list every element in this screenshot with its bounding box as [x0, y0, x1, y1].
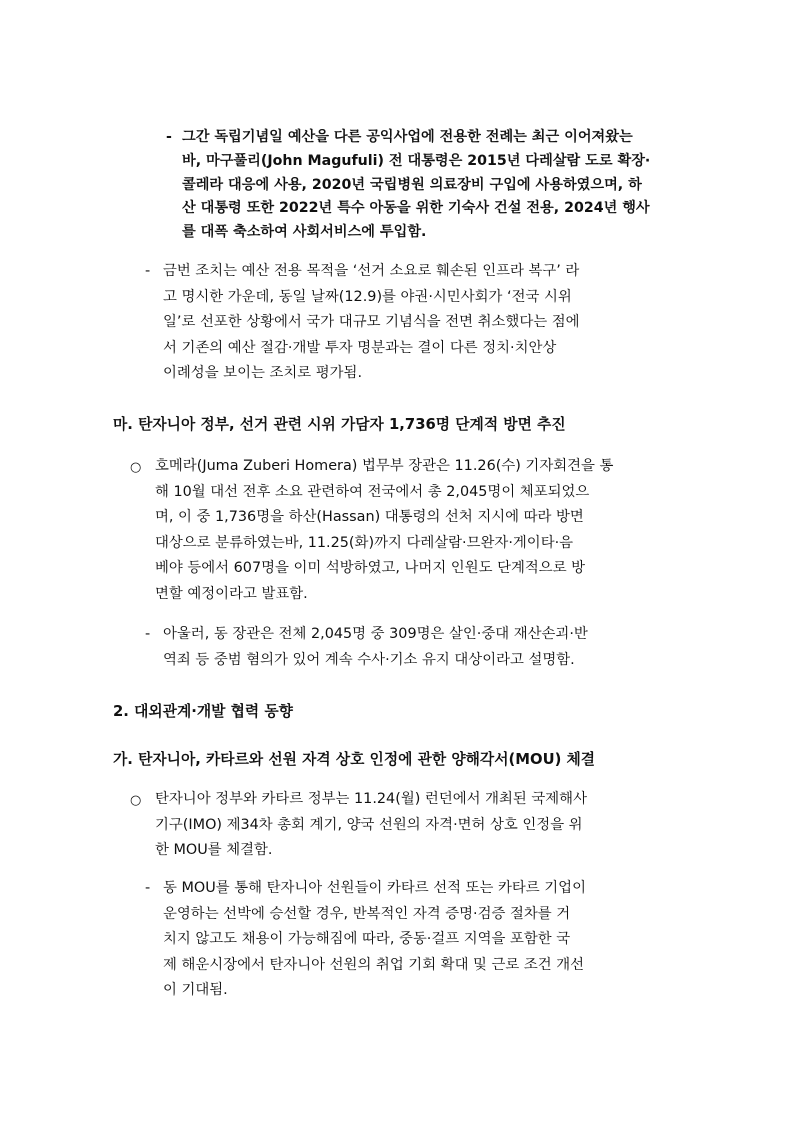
text-line: 서 기존의 예산 절감·개발 투자 명분과는 결이 다른 정치·치안상 [163, 339, 557, 356]
mou-signing-paragraph [130, 787, 690, 864]
budget-evaluation-paragraph [145, 259, 685, 387]
serious-charges-paragraph [145, 622, 685, 673]
text-line: 그간 독립기념일 예산을 다른 공익사업에 전용한 전례는 최근 이어져왔는 [182, 129, 633, 145]
section-heading-2: 2. 대외관계·개발 협력 동향 [113, 703, 293, 720]
text-line: 제 해운시장에서 탄자니아 선원의 취업 기회 확대 및 근로 조건 개선 [163, 956, 585, 973]
text-line: 해 10월 대선 전후 소요 관련하여 전국에서 총 2,045명이 체포되었으 [155, 483, 590, 500]
text-line: 면할 예정이라고 발표함. [155, 585, 308, 602]
circle-bullet: ○ [130, 460, 142, 475]
text-line: 아울러, 동 장관은 전체 2,045명 중 309명은 살인·중대 재산손괴·반 [163, 626, 588, 642]
section-heading-ga: 가. 탄자니아, 카타르와 선원 자격 상호 인정에 관한 양해각서(MOU) 체결 [113, 751, 596, 768]
text-line: 호메라(Juma Zuberi Homera) 법무부 장관은 11.26(수) 기자회견을 통 [155, 458, 614, 474]
text-line: 이례성을 보이는 조치로 평가됨. [163, 365, 363, 381]
dash-marker: - [145, 263, 151, 279]
detainee-release-paragraph [130, 454, 690, 607]
section-heading-ma: 마. 탄자니아 정부, 선거 관련 시위 가담자 1,736명 단계적 방면 추진 [113, 416, 566, 433]
text-line: 를 대폭 축소하여 사회서비스에 투입함. [182, 224, 427, 241]
budget-precedent-note [166, 126, 686, 245]
text-line: 한 MOU를 체결함. [155, 842, 273, 858]
text-line: 바, 마구풀리(John Magufuli) 전 대통령은 2015년 다레살람 도로 확장· [182, 152, 651, 169]
text-line: 탄자니아 정부와 카타르 정부는 11.24(월) 런던에서 개최된 국제해사 [155, 791, 587, 807]
text-line: 베야 등에서 607명을 이미 석방하였고, 나머지 인원도 단계적으로 방 [155, 560, 586, 576]
text-line: 고 명시한 가운데, 동일 날짜(12.9)를 야권·시민사회가 ‘전국 시위 [163, 288, 572, 305]
text-line: 산 대통령 또한 2022년 특수 아동을 위한 기숙사 건설 전용, 2024년 행사 [182, 200, 650, 217]
mou-effect-paragraph [145, 876, 685, 1004]
dash-marker: - [145, 880, 151, 896]
text-line: 동 MOU를 통해 탄자니아 선원들이 카타르 선적 또는 카타르 기업이 [163, 880, 586, 896]
text-line: 기구(IMO) 제34차 총회 계기, 양국 선원의 자격·면허 상호 인정을 위 [155, 816, 583, 833]
text-line: 콜레라 대응에 사용, 2020년 국립병원 의료장비 구입에 사용하였으며, 하 [182, 176, 642, 193]
text-line: 금번 조치는 예산 전용 목적을 ‘선거 소요로 훼손된 인프라 복구’ 라 [163, 263, 580, 279]
text-line: 이 기대됨. [163, 982, 228, 998]
dash-marker: - [166, 129, 172, 145]
text-line: 운영하는 선박에 승선할 경우, 반복적인 자격 증명·검증 절차를 거 [163, 905, 571, 922]
text-line: 역죄 등 중범 혐의가 있어 계속 수사·기소 유지 대상이라고 설명함. [163, 651, 575, 668]
dash-marker: - [145, 626, 151, 642]
circle-bullet: ○ [130, 793, 142, 808]
text-line: 일’로 선포한 상황에서 국가 대규모 기념식을 전면 취소했다는 점에 [163, 314, 580, 330]
text-line: 치지 않고도 채용이 가능해짐에 따라, 중동·걸프 지역을 포함한 국 [163, 931, 571, 947]
text-line: 대상으로 분류하였는바, 11.25(화)까지 다레살람·므완자·게이타·음 [155, 534, 574, 551]
text-line: 며, 이 중 1,736명을 하산(Hassan) 대통령의 선처 지시에 따라 방면 [155, 509, 584, 525]
